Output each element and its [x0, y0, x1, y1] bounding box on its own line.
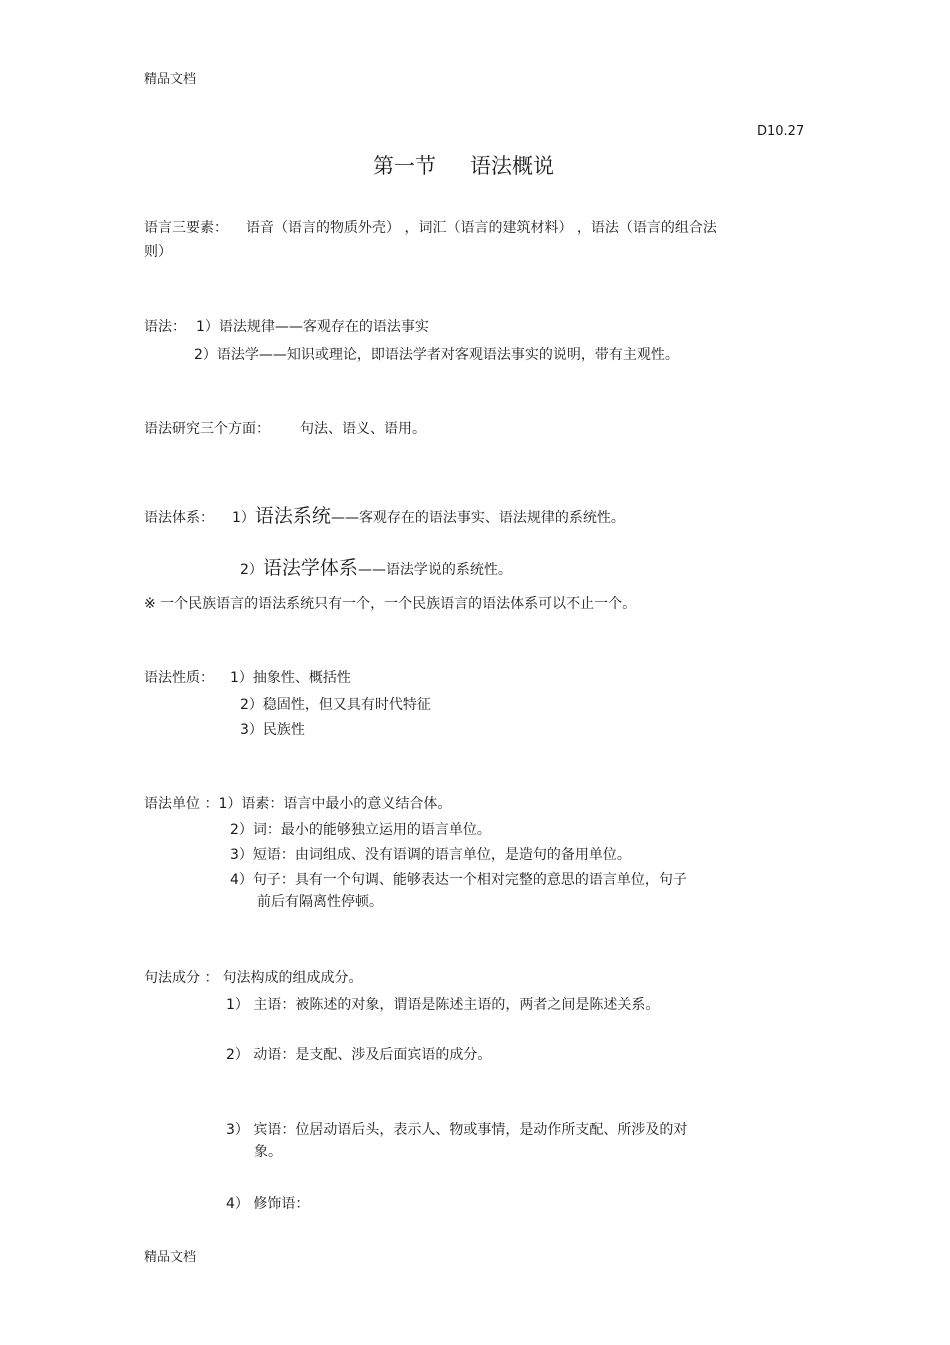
grammar-line1 [144, 318, 429, 336]
footer-watermark: 精品文档 [144, 1250, 197, 1265]
title-section: 第一节 [373, 154, 436, 178]
system-label: 语法体系： [144, 510, 214, 526]
components-intro: 句法构成的组成成分。 [222, 970, 363, 986]
components-label: 句法成分 ： [144, 970, 219, 986]
units-item-3: 3）短语：由词组成、没有语调的语言单位，是造句的备用单位。 [230, 847, 631, 863]
components-line1 [144, 969, 362, 987]
grammar-item-2: 2）语法学——知识或理论，即语法学者对客观语法事实的说明，带有主观性。 [194, 347, 679, 363]
units-line1 [144, 795, 451, 813]
system-item-1-num: 1） [232, 510, 255, 526]
system-item-2-num: 2） [240, 562, 263, 578]
grammar-label: 语法： [144, 319, 186, 335]
title-topic: 语法概说 [470, 154, 554, 178]
system-item-2-term: 语法学体系 [262, 557, 358, 579]
grammar-item-1: 1）语法规律——客观存在的语法事实 [196, 319, 429, 335]
components-item-3-cont: 象。 [254, 1144, 282, 1160]
header-watermark: 精品文档 [144, 72, 197, 87]
page-title [373, 153, 554, 179]
units-item-4: 4）句子：具有一个句调、能够表达一个相对完整的意思的语言单位，句子 [230, 872, 687, 888]
components-item-1: 1） 主语：被陈述的对象，谓语是陈述主语的，两者之间是陈述关系。 [226, 997, 660, 1013]
nature-label: 语法性质： [144, 670, 214, 686]
elements-line1 [144, 219, 717, 237]
system-item-1-term: 语法系统 [254, 505, 331, 527]
units-item-4-cont: 前后有隔离性停顿。 [257, 894, 383, 910]
system-item-2-text: ——语法学说的系统性。 [357, 562, 512, 578]
system-note: ※ 一个民族语言的语法系统只有一个，一个民族语言的语法体系可以不止一个。 [144, 596, 637, 612]
nature-item-2: 2）稳固性，但又具有时代特征 [240, 697, 431, 713]
nature-line1 [144, 669, 351, 687]
research-line [144, 420, 426, 438]
components-item-3: 3） 宾语：位居动语后头，表示人、物或事情，是动作所支配、所涉及的对 [226, 1122, 688, 1138]
document-code: D10.27 [757, 124, 805, 139]
system-line2 [240, 557, 512, 581]
units-item-2: 2）词：最小的能够独立运用的语言单位。 [230, 822, 491, 838]
nature-item-3: 3）民族性 [240, 722, 305, 738]
system-item-1-text: ——客观存在的语法事实、语法规律的系统性。 [330, 510, 625, 526]
units-label: 语法单位 ： [144, 796, 219, 812]
research-label: 语法研究三个方面： [144, 421, 270, 437]
nature-item-1: 1）抽象性、概括性 [230, 670, 351, 686]
elements-label: 语言三要素： [144, 220, 228, 236]
elements-line2: 则） [144, 244, 172, 260]
components-item-4: 4） 修饰语： [226, 1196, 310, 1212]
elements-text: 语音（语言的物质外壳） ，词汇（语言的建筑材料） ，语法（语言的组合法 [246, 220, 717, 236]
system-line1 [144, 505, 625, 529]
research-text: 句法、语义、语用。 [300, 421, 426, 437]
units-item-1: 1）语素：语言中最小的意义结合体。 [218, 796, 452, 812]
components-item-2: 2） 动语：是支配、涉及后面宾语的成分。 [226, 1047, 492, 1063]
